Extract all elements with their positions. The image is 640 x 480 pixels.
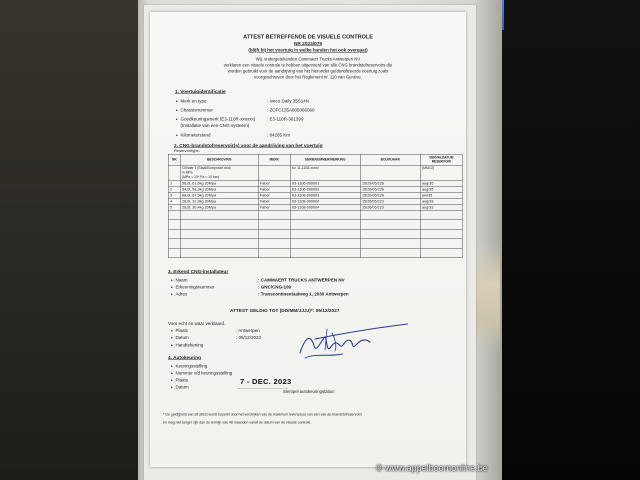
bullet-icon: [176, 110, 178, 112]
field-value: : Antwerpen: [236, 328, 260, 333]
cell-serial: 63-1108-000003: [290, 192, 360, 198]
footnote-line: * De geldigheid van dit attest wordt beperkt door het verstrijken van de maximum levensduur van één van de brandstofreservoirs: [163, 413, 363, 417]
field-label: Nummer v/d keuringsstelling: [175, 370, 233, 376]
field-label: Adres: [175, 291, 188, 297]
cell-serial: 63-1106-000002: [290, 186, 360, 192]
field-value: : E3-110R-361399: [267, 116, 304, 122]
table-cell-note-serial: bv. 11-1108-xxxxx: [290, 166, 360, 181]
cell-nr: 3: [168, 192, 180, 198]
note-line: in MPa: [182, 171, 193, 175]
bullet-icon: [171, 337, 173, 339]
cell-description: 54,0L 58,3kg 20Mpa: [180, 186, 258, 192]
reservoir-type-label: Reservoirtype:: [174, 148, 200, 153]
field-label: Merk en type: [180, 98, 207, 104]
col-header-description: BESCHRIJVING: [180, 154, 258, 166]
bullet-icon: [176, 135, 178, 137]
table-cell-note: [180, 166, 258, 181]
bullet-icon: [176, 119, 178, 121]
cell-serial: 63-1108-000004: [290, 198, 360, 204]
field-chassis: [176, 107, 466, 114]
field-label: Erkenningsnummer: [175, 284, 215, 290]
cell-description: 28,0L 31,3kg 20Mpa: [180, 198, 258, 204]
cell-expiry: aug/35: [420, 186, 462, 192]
cell-nr: 5: [168, 204, 180, 210]
footnote: [163, 411, 463, 427]
section-inspection-heading: 4. Autokeuring: [168, 355, 202, 361]
field-label: Keuringsstelling: [175, 363, 208, 369]
field-inspection-place: [171, 377, 461, 384]
table-note-row: [168, 166, 462, 181]
field-installer-address: [171, 291, 461, 298]
watermark: © www.appelboomonline.be: [376, 463, 488, 473]
field-value: : Iveco Daily 35S14N: [267, 98, 310, 104]
field-make: [176, 98, 466, 105]
bullet-icon: [176, 101, 178, 103]
background-left: [0, 0, 140, 480]
cell-year: 15/29/05/226: [360, 180, 420, 186]
document-title: ATTEST BETREFFENDE DE VISUELE CONTROLE: [243, 34, 373, 40]
field-installer-approval: [171, 284, 461, 291]
cell-brand: Faber: [258, 198, 290, 204]
stamp-line: [238, 388, 288, 389]
bullet-icon: [171, 373, 173, 375]
table-cell: [258, 166, 290, 181]
col-header-year: BOUWJAAR: [360, 154, 420, 166]
section-vehicle-heading: 1. Voertuigidentificatie: [175, 89, 226, 95]
section-reservoirs-heading: 2. CNG-brandstofreservoir(s) voor de aandrijving van het voertuig: [174, 143, 323, 149]
background-right: [500, 0, 640, 480]
section-installer-heading: 3. Erkend CNG-installateur: [168, 269, 229, 275]
cell-expiry: jun/35: [420, 192, 462, 198]
table-row-empty: [168, 220, 462, 230]
cell-serial: 63-1106-000001: [290, 180, 360, 186]
footnote-line: en mag niet langer zijn dan de termijn van 48 maanden vanaf de datum van de visuele controle.: [163, 421, 312, 425]
table-row-empty: [168, 229, 462, 239]
col-header-serial: SERIENUMMER/MERKING: [290, 154, 360, 166]
field-label: Naam: [175, 277, 188, 283]
cell-nr: 4: [168, 198, 180, 204]
stamp-label: Stempel autokeuringstation: [283, 389, 335, 394]
col-header-brand: MERK: [258, 154, 290, 166]
field-value: : 05/12/2023: [236, 335, 262, 340]
intro-line: worden gebruikt voor de aandrijving van het hieronder geïdentificeerde voertuig zoals: [227, 68, 389, 74]
col-header-expiry: VERVALDATUM RESERVOIR: [420, 154, 462, 166]
field-label: Goedkeuringsmerk (E3-110R-xxxxxx): [180, 116, 256, 122]
reservoir-table: [168, 154, 463, 258]
bullet-icon: [171, 280, 173, 282]
intro-line: voorgeschreven door het Reglement nr. 110 van Genève.: [254, 74, 362, 80]
certificate-content: [150, 12, 466, 467]
table-cell: [168, 166, 180, 181]
cell-year: 15/20/05/226: [360, 192, 420, 198]
field-value: : CAMMAERT TRUCKS ANTWERPEN NV: [258, 277, 345, 283]
intro-paragraph: [150, 56, 466, 80]
declaration-statement: Voor echt en waar verklaard.: [168, 321, 226, 326]
cell-year: 15/26/05/223: [360, 204, 420, 210]
bullet-icon: [171, 366, 173, 368]
cell-year: 15/26/05/223: [360, 198, 420, 204]
field-approval-mark: [176, 116, 466, 128]
field-label: Plaats: [175, 328, 189, 333]
bullet-icon: [171, 387, 173, 389]
field-label: Datum: [175, 335, 189, 340]
note-line: (MPa = 10⁶ Pa = 10 bar): [182, 175, 219, 179]
signature: [295, 318, 410, 363]
bullet-icon: [171, 330, 173, 332]
cell-brand: Faber: [258, 180, 290, 186]
field-value: : GNC/CNG-109: [258, 284, 292, 290]
document-number: NR 2023/079: [294, 41, 322, 47]
intro-line: Wij, ondergetekenden Cammaert Trucks Antwerpen NV: [255, 56, 361, 62]
field-inspection-station: [171, 363, 461, 370]
table-row-empty: [168, 248, 462, 258]
field-label: Handtekening: [175, 342, 204, 348]
table-row-empty: [168, 239, 462, 249]
cell-brand: Faber: [258, 192, 290, 198]
field-label-line-2: (Installatie van een CNG-systeem): [180, 123, 250, 128]
table-cell: [360, 166, 420, 181]
bullet-icon: [171, 380, 173, 382]
cell-brand: Faber: [258, 204, 290, 210]
intro-line: verklaren een visuele controle te hebben uitgevoerd van alle CNG brandstofreservoirs die: [223, 62, 393, 68]
certificate-sheet: [150, 12, 466, 467]
field-inspection-station-number: [171, 370, 461, 377]
cell-year: 15/26/05/226: [360, 186, 420, 192]
cell-description: 56,0L 61,6kg 20Mpa: [180, 180, 258, 186]
field-label: Kilometerstand: [180, 132, 211, 138]
cell-description: 28,0L 30,4kg 20Mpa: [180, 204, 258, 210]
field-label: Plaats: [175, 377, 189, 383]
note-line: Cilinder 1 (Staal/Komposiet druk: [182, 166, 231, 170]
field-value: : Transcontinentaalweg 1, 2030 Antwerpen: [258, 291, 349, 297]
document-subtitle: (blijft bij het voertuig in welke handen het ook overgaat): [248, 47, 368, 53]
cell-description: 68,0L 67,5kg 20Mpa: [180, 192, 258, 198]
field-value: : ZCFC135A805066060: [267, 107, 315, 113]
col-header-nr: NR: [168, 154, 180, 166]
bullet-icon: [171, 294, 173, 296]
field-installer-name: [171, 277, 461, 284]
cell-brand: Faber: [258, 186, 290, 192]
validity-statement: ATTEST GELDIG TOT (DD/MM/JJJJ)*: 05/12/2027: [230, 308, 340, 314]
field-label: Datum: [175, 384, 189, 390]
bullet-icon: [171, 287, 173, 289]
signature-stroke: [315, 324, 408, 339]
bullet-icon: [171, 345, 173, 347]
signature-stroke: [305, 354, 343, 358]
table-header-row: [168, 154, 462, 166]
cell-expiry: aug/33: [420, 204, 462, 210]
field-mileage: [176, 132, 466, 139]
cell-serial: 63-1108-000004: [290, 204, 360, 210]
field-value: : 84285 Km: [267, 132, 291, 138]
field-label: Chassisnummer: [180, 107, 214, 113]
cell-nr: 1: [168, 180, 180, 186]
table-cell-note-expiry: (MM/JJ): [420, 166, 462, 181]
cell-expiry: aug/33: [420, 198, 462, 204]
date-stamp: 7 - DEC. 2023: [240, 377, 292, 386]
cell-nr: 2: [168, 186, 180, 192]
cell-expiry: aug/35: [420, 180, 462, 186]
table-row-empty: [168, 210, 462, 220]
